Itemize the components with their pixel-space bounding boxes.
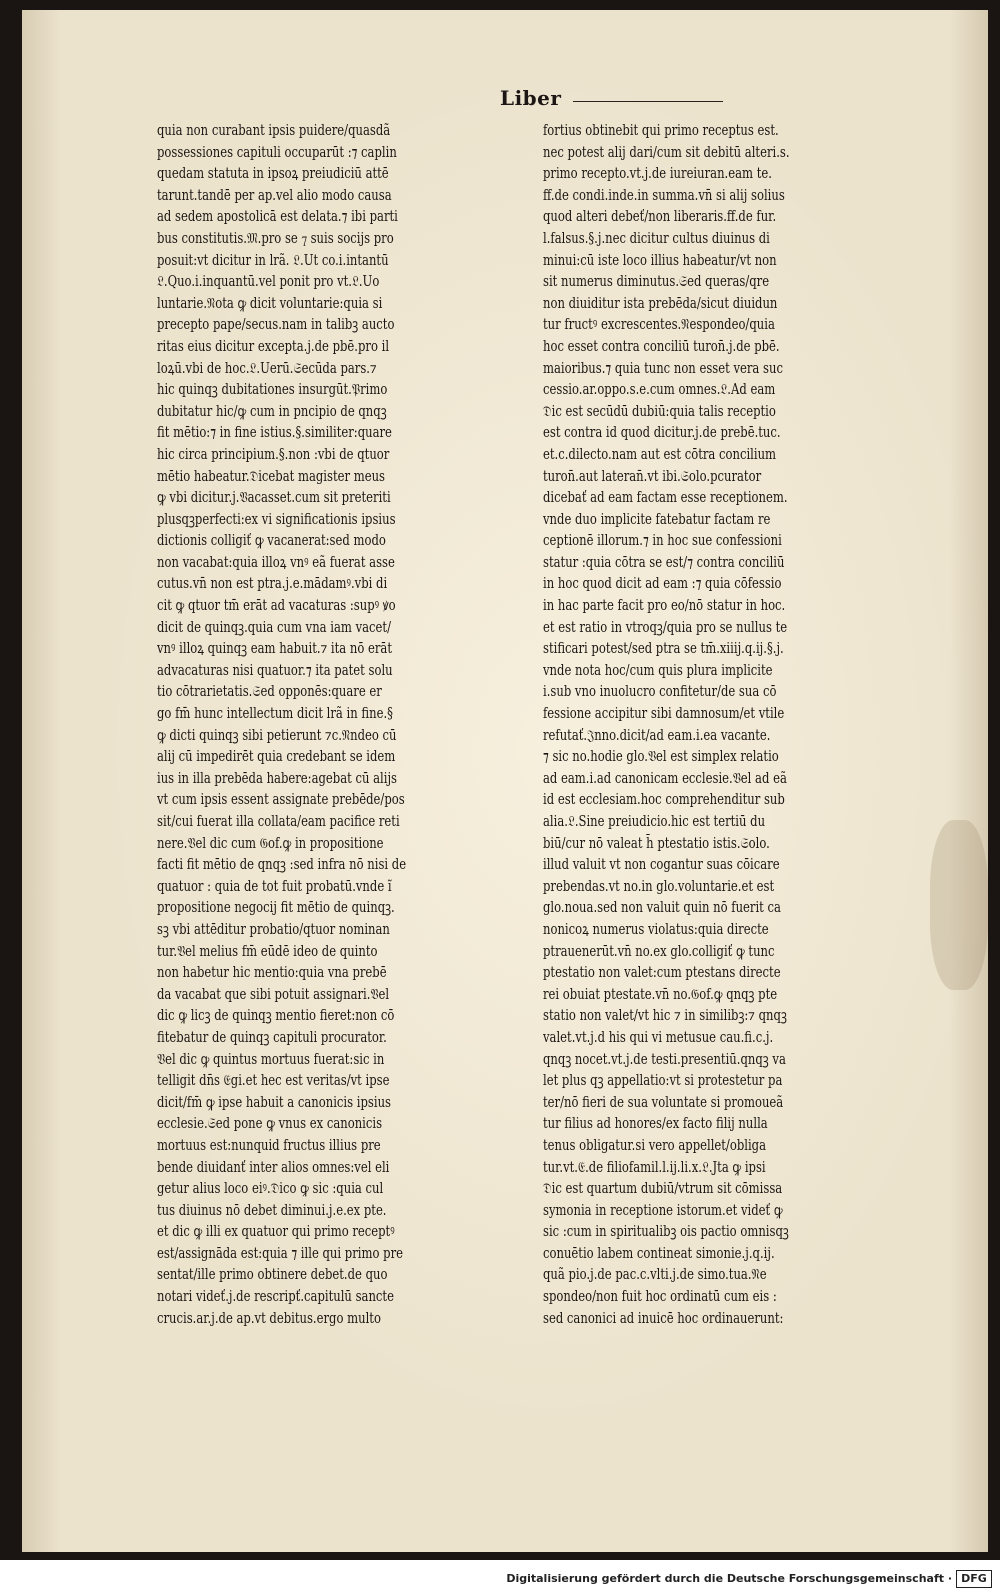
text-line: refutať.𝔍nno.dicit/ad eam.i.ea vacante. bbox=[543, 727, 771, 744]
text-line: 𝔏.Quo.i.inquantū.vel ponit pro vt.𝔏.Uo bbox=[157, 274, 380, 291]
text-line: ad eam.i.ad canonicam ecclesie.𝔙el ad eã bbox=[543, 770, 787, 787]
text-line: dicit/fm̄ ꝙ ipse habuit a canonicis ipsius bbox=[157, 1094, 391, 1111]
text-line: vnꝰ illoꝝ quinqꝫ eam habuit.⁊ ita nō erāt bbox=[157, 641, 393, 658]
text-line: alij cū impedirēt quia credebant se idem bbox=[157, 749, 396, 766]
text-line: statio non valet/vt hic ⁊ in similibꝫ:⁊ qnqꝫ bbox=[543, 1008, 787, 1025]
text-line: ter/nō fieri de sua voluntate si promoueã bbox=[543, 1094, 784, 1111]
text-line: quatuor : quia de tot fuit probatū.vnde ĩ bbox=[157, 878, 392, 895]
text-line: tio cōtrarietatis.𝔖ed opponēs:quare er bbox=[157, 684, 382, 701]
text-line: ad sedem apostolicā est delata.⁊ ibi parti bbox=[157, 209, 398, 226]
text-line: tarunt.tandē per ap.vel alio modo causa bbox=[157, 187, 392, 204]
text-line: tur.vt.𝔈.de filiofamil.l.ij.li.x.𝔏.Jta ꝙ ipsi bbox=[543, 1159, 766, 1176]
text-line: cessio.ar.oppo.s.e.cum omnes.𝔏.Ad eam bbox=[543, 382, 776, 399]
text-line: tenus obligatur.si vero appellet/obliga bbox=[543, 1137, 767, 1154]
text-line: quod alteri debeť/non liberaris.ff.de fur. bbox=[543, 209, 777, 226]
text-line: tur.𝔙el melius fm̄ eūdē ideo de quinto bbox=[157, 943, 378, 960]
text-line: mētio habeatur.𝔇icebat magister meus bbox=[157, 468, 386, 485]
text-line: dicebať ad eam factam esse receptionem. bbox=[543, 490, 788, 507]
text-line: posuit:vt dicitur in lrã. 𝔏.Ut co.i.intantū bbox=[157, 252, 389, 269]
text-line: cutus.vn̄ non est ptra.j.e.mādamꝰ.vbi di bbox=[157, 576, 388, 593]
text-line: prebendas.vt no.in glo.voluntarie.et est bbox=[543, 878, 775, 895]
text-line: propositione negocij fit mētio de quinqꝫ. bbox=[157, 900, 395, 917]
text-line: sentat/ille primo obtinere debet.de quo bbox=[157, 1267, 388, 1284]
text-line: sit/cui fuerat illa collata/eam pacifice reti bbox=[157, 814, 400, 830]
text-line: 𝔇ic est secūdū dubiū:quia talis receptio bbox=[543, 403, 776, 420]
footer-bar bbox=[0, 1560, 1000, 1594]
text-line: loꝝū.vbi de hoc.𝔏.Uerū.𝔖ecūda pars.⁊ bbox=[157, 360, 377, 377]
text-line: 𝔙el dic ꝙ quintus mortuus fuerat:sic in bbox=[157, 1051, 385, 1068]
text-line: fessione accipitur sibi damnosum/et vtile bbox=[543, 706, 785, 723]
text-line: tur filius ad honores/ex facto filij nulla bbox=[543, 1116, 768, 1133]
text-line: et est ratio in vtroqꝫ/quia pro se nullus te bbox=[543, 619, 788, 636]
text-line: ptestatio non valet:cum ptestans directe bbox=[543, 965, 781, 982]
text-line: precepto pape/secus.nam in talibꝫ aucto bbox=[157, 317, 395, 334]
text-line: l.falsus.§.j.nec dicitur cultus diuinus di bbox=[543, 230, 770, 247]
text-line: valet.vt.j.d his qui vi metusue cau.fi.c.j. bbox=[543, 1029, 774, 1046]
text-line: bus constitutis.𝔐.pro se ⁊ suis socijs pro bbox=[157, 230, 394, 247]
text-line: sꝫ vbi attēditur probatio/qtuor nominan bbox=[157, 921, 390, 938]
text-line: nere.𝔙el dic cum 𝔊of.ꝙ in propositione bbox=[157, 835, 384, 852]
footer-credit: Digitalisierung gefördert durch die Deutsche Forschungsgemeinschaft · bbox=[506, 1572, 952, 1585]
text-line: dic ꝙ licꝫ de quinqꝫ mentio fieret:non cō bbox=[157, 1008, 395, 1025]
text-line: nonicoꝝ numerus violatus:quia directe bbox=[543, 921, 769, 938]
text-line: luntarie.𝔑ota ꝙ dicit voluntarie:quia si bbox=[157, 295, 383, 312]
text-line: in hoc quod dicit ad eam :⁊ quia cōfessio bbox=[543, 576, 782, 593]
text-line: fortius obtinebit qui primo receptus est. bbox=[543, 123, 779, 139]
text-line: ius in illa prebēda habere:agebat cū alijs bbox=[157, 770, 398, 787]
text-line: spondeo/non fuit hoc ordinatū cum eis : bbox=[543, 1289, 777, 1306]
text-line: dicit de quinqꝫ.quia cum vna iam vacet/ bbox=[157, 619, 391, 636]
text-line: ꝙ vbi dicitur.j.𝔙acasset.cum sit preteriti bbox=[157, 490, 391, 507]
text-line: glo.noua.sed non valuit quin nō fuerit ca bbox=[543, 900, 781, 917]
text-line: vnde nota hoc/cum quis plura implicite bbox=[543, 662, 773, 679]
text-line: fit mētio:⁊ in fine istius.§.similiter:quare bbox=[157, 425, 392, 442]
text-line: mortuus est:nunquid fructus illius pre bbox=[157, 1137, 381, 1154]
text-line: minui:cū iste loco illius habeatur/vt non bbox=[543, 252, 777, 269]
text-line: biū/cur nō valeat h̄ ptestatio istis.𝔖olo. bbox=[543, 835, 770, 852]
text-line: ⁊ sic no.hodie glo.𝔙el est simplex relatio bbox=[543, 749, 779, 766]
text-line: go fm̄ hunc intellectum dicit lrã in fine.§ bbox=[157, 706, 393, 723]
text-line: ritas eius dicitur excepta.j.de pbē.pro il bbox=[157, 338, 390, 355]
text-line: fitebatur de quinqꝫ capituli procurator. bbox=[157, 1029, 387, 1046]
text-line: sed canonici ad inuicē hoc ordinauerunt: bbox=[543, 1310, 784, 1327]
text-line: conuētio labem contineat simonie.j.q.ij. bbox=[543, 1245, 775, 1262]
text-line: ff.de condi.inde.in summa.vn̄ si alij solius bbox=[543, 187, 785, 204]
text-line: non habetur hic mentio:quia vna prebē bbox=[157, 965, 387, 982]
text-line: ecclesie.𝔖ed pone ꝙ vnus ex canonicis bbox=[157, 1116, 383, 1133]
text-line: alia.𝔏.Sine preiudicio.hic est tertiū du bbox=[543, 814, 766, 830]
header-title: Liber bbox=[500, 86, 562, 110]
text-line: notari videť.j.de rescripť.capitulū sancte bbox=[157, 1289, 394, 1306]
text-line: dubitatur hic/ꝙ cum in pncipio de qnqꝫ bbox=[157, 403, 387, 420]
text-line: getur alius loco eiꝰ.𝔇ico ꝙ sic :quia cul bbox=[157, 1181, 384, 1198]
text-line: vnde duo implicite fatebatur factam re bbox=[543, 511, 771, 528]
header-rule bbox=[573, 101, 723, 102]
text-line: possessiones capituli occuparūt :⁊ caplin bbox=[157, 144, 397, 161]
text-line: i.sub vno inuolucro confitetur/de sua cō bbox=[543, 684, 777, 701]
text-line: qnqꝫ nocet.vt.j.de testi.presentiū.qnqꝫ va bbox=[543, 1051, 786, 1068]
dfg-logo: DFG bbox=[956, 1570, 992, 1588]
text-line: ptrauenerūt.vn̄ no.ex glo.colligiť ꝙ tunc bbox=[543, 943, 775, 960]
text-line: ceptionē illorum.⁊ in hoc sue confessioni bbox=[543, 533, 782, 550]
text-line: facti fit mētio de qnqꝫ :sed infra nō nisi de bbox=[157, 857, 407, 874]
text-line: ꝙ dicti quinqꝫ sibi petierunt ⁊c.𝔑ndeo cū bbox=[157, 727, 397, 744]
text-line: bende diuidanť inter alios omnes:vel eli bbox=[157, 1159, 390, 1176]
text-line: plusqꝫperfecti:ex vi significationis ipsius bbox=[157, 511, 396, 528]
text-line: in hac parte facit pro eo/nō statur in hoc. bbox=[543, 598, 786, 615]
text-line: sit numerus diminutus.𝔖ed queras/qre bbox=[543, 274, 770, 291]
text-line: telligit dn̄s 𝔈gi.et hec est veritas/vt ipse bbox=[157, 1073, 390, 1090]
text-line: non diuiditur ista prebēda/sicut diuidun bbox=[543, 295, 778, 312]
text-line: let plus qꝫ appellatio:vt si protestetur pa bbox=[543, 1073, 783, 1090]
text-line: illud valuit vt non cogantur suas cōicare bbox=[543, 857, 780, 874]
text-line: hic quinqꝫ dubitationes insurgūt.𝔓rimo bbox=[157, 382, 388, 399]
running-header bbox=[500, 80, 723, 110]
text-line: advacaturas nisi quatuor.⁊ ita patet solu bbox=[157, 662, 393, 679]
text-line: primo recepto.vt.j.de iureiuran.eam te. bbox=[543, 166, 772, 183]
text-line: id est ecclesiam.hoc comprehenditur sub bbox=[543, 792, 785, 809]
text-line: stificari potest/sed ptra se tm̄.xiiij.q.ij.§.j. bbox=[543, 641, 784, 658]
text-line: est/assignāda est:quia ⁊ ille qui primo pre bbox=[157, 1245, 403, 1262]
text-line: quã pio.j.de pac.c.vlti.j.de simo.tua.𝔑e bbox=[543, 1267, 767, 1284]
right-text-column bbox=[543, 121, 888, 1330]
paper-stain bbox=[930, 820, 988, 990]
text-line: nec potest alij dari/cum sit debitū alteri.s. bbox=[543, 144, 790, 161]
text-line: tus diuinus nō debet diminui.j.e.ex pte. bbox=[157, 1202, 387, 1219]
text-line: da vacabat que sibi potuit assignari.𝔙el bbox=[157, 986, 390, 1003]
text-line: turon̄.aut lateran̄.vt ibi.𝔖olo.pcurator bbox=[543, 468, 762, 485]
text-line: non vacabat:quia illoꝝ vnꝰ eã fuerat asse bbox=[157, 554, 395, 571]
text-line: sic :cum in spiritualibꝫ ois pactio omnisqꝫ bbox=[543, 1224, 789, 1241]
text-line: dictionis colligiť ꝙ vacanerat:sed modo bbox=[157, 533, 386, 550]
text-line: statur :quia cōtra se est/⁊ contra conciliū bbox=[543, 554, 785, 571]
text-line: quedam statuta in ipsoꝝ preiudiciū attē bbox=[157, 166, 389, 183]
text-line: hoc esset contra conciliū turon̄.j.de pbē. bbox=[543, 338, 780, 355]
text-line: crucis.ar.j.de ap.vt debitus.ergo multo bbox=[157, 1310, 381, 1327]
text-line: et dic ꝙ illi ex quatuor qui primo receptꝰ bbox=[157, 1224, 395, 1241]
text-line: tur fructꝰ excrescentes.𝔑espondeo/quia bbox=[543, 317, 775, 334]
text-line: et.c.dilecto.nam aut est cōtra concilium bbox=[543, 446, 777, 463]
text-line: vt cum ipsis essent assignate prebēde/pos bbox=[157, 792, 405, 809]
text-line: 𝔇ic est quartum dubiū/vtrum sit cōmissa bbox=[543, 1181, 783, 1198]
text-line: maioribus.⁊ quia tunc non esset vera suc bbox=[543, 360, 783, 377]
text-line: symonia in receptione istorum.et videť ꝙ bbox=[543, 1202, 783, 1219]
text-line: cit ꝙ qtuor tm̄ erāt ad vacaturas :supꝰ ꝟo bbox=[157, 598, 396, 615]
text-line: rei obuiat ptestate.vn̄ no.𝔊of.ꝙ qnqꝫ pte bbox=[543, 986, 778, 1003]
left-text-column bbox=[157, 121, 502, 1330]
text-line: quia non curabant ipsis puidere/quasdã bbox=[157, 123, 391, 139]
text-line: est contra id quod dicitur.j.de prebē.tuc. bbox=[543, 425, 781, 442]
text-line: hic circa principium.§.non :vbi de qtuor bbox=[157, 446, 390, 463]
